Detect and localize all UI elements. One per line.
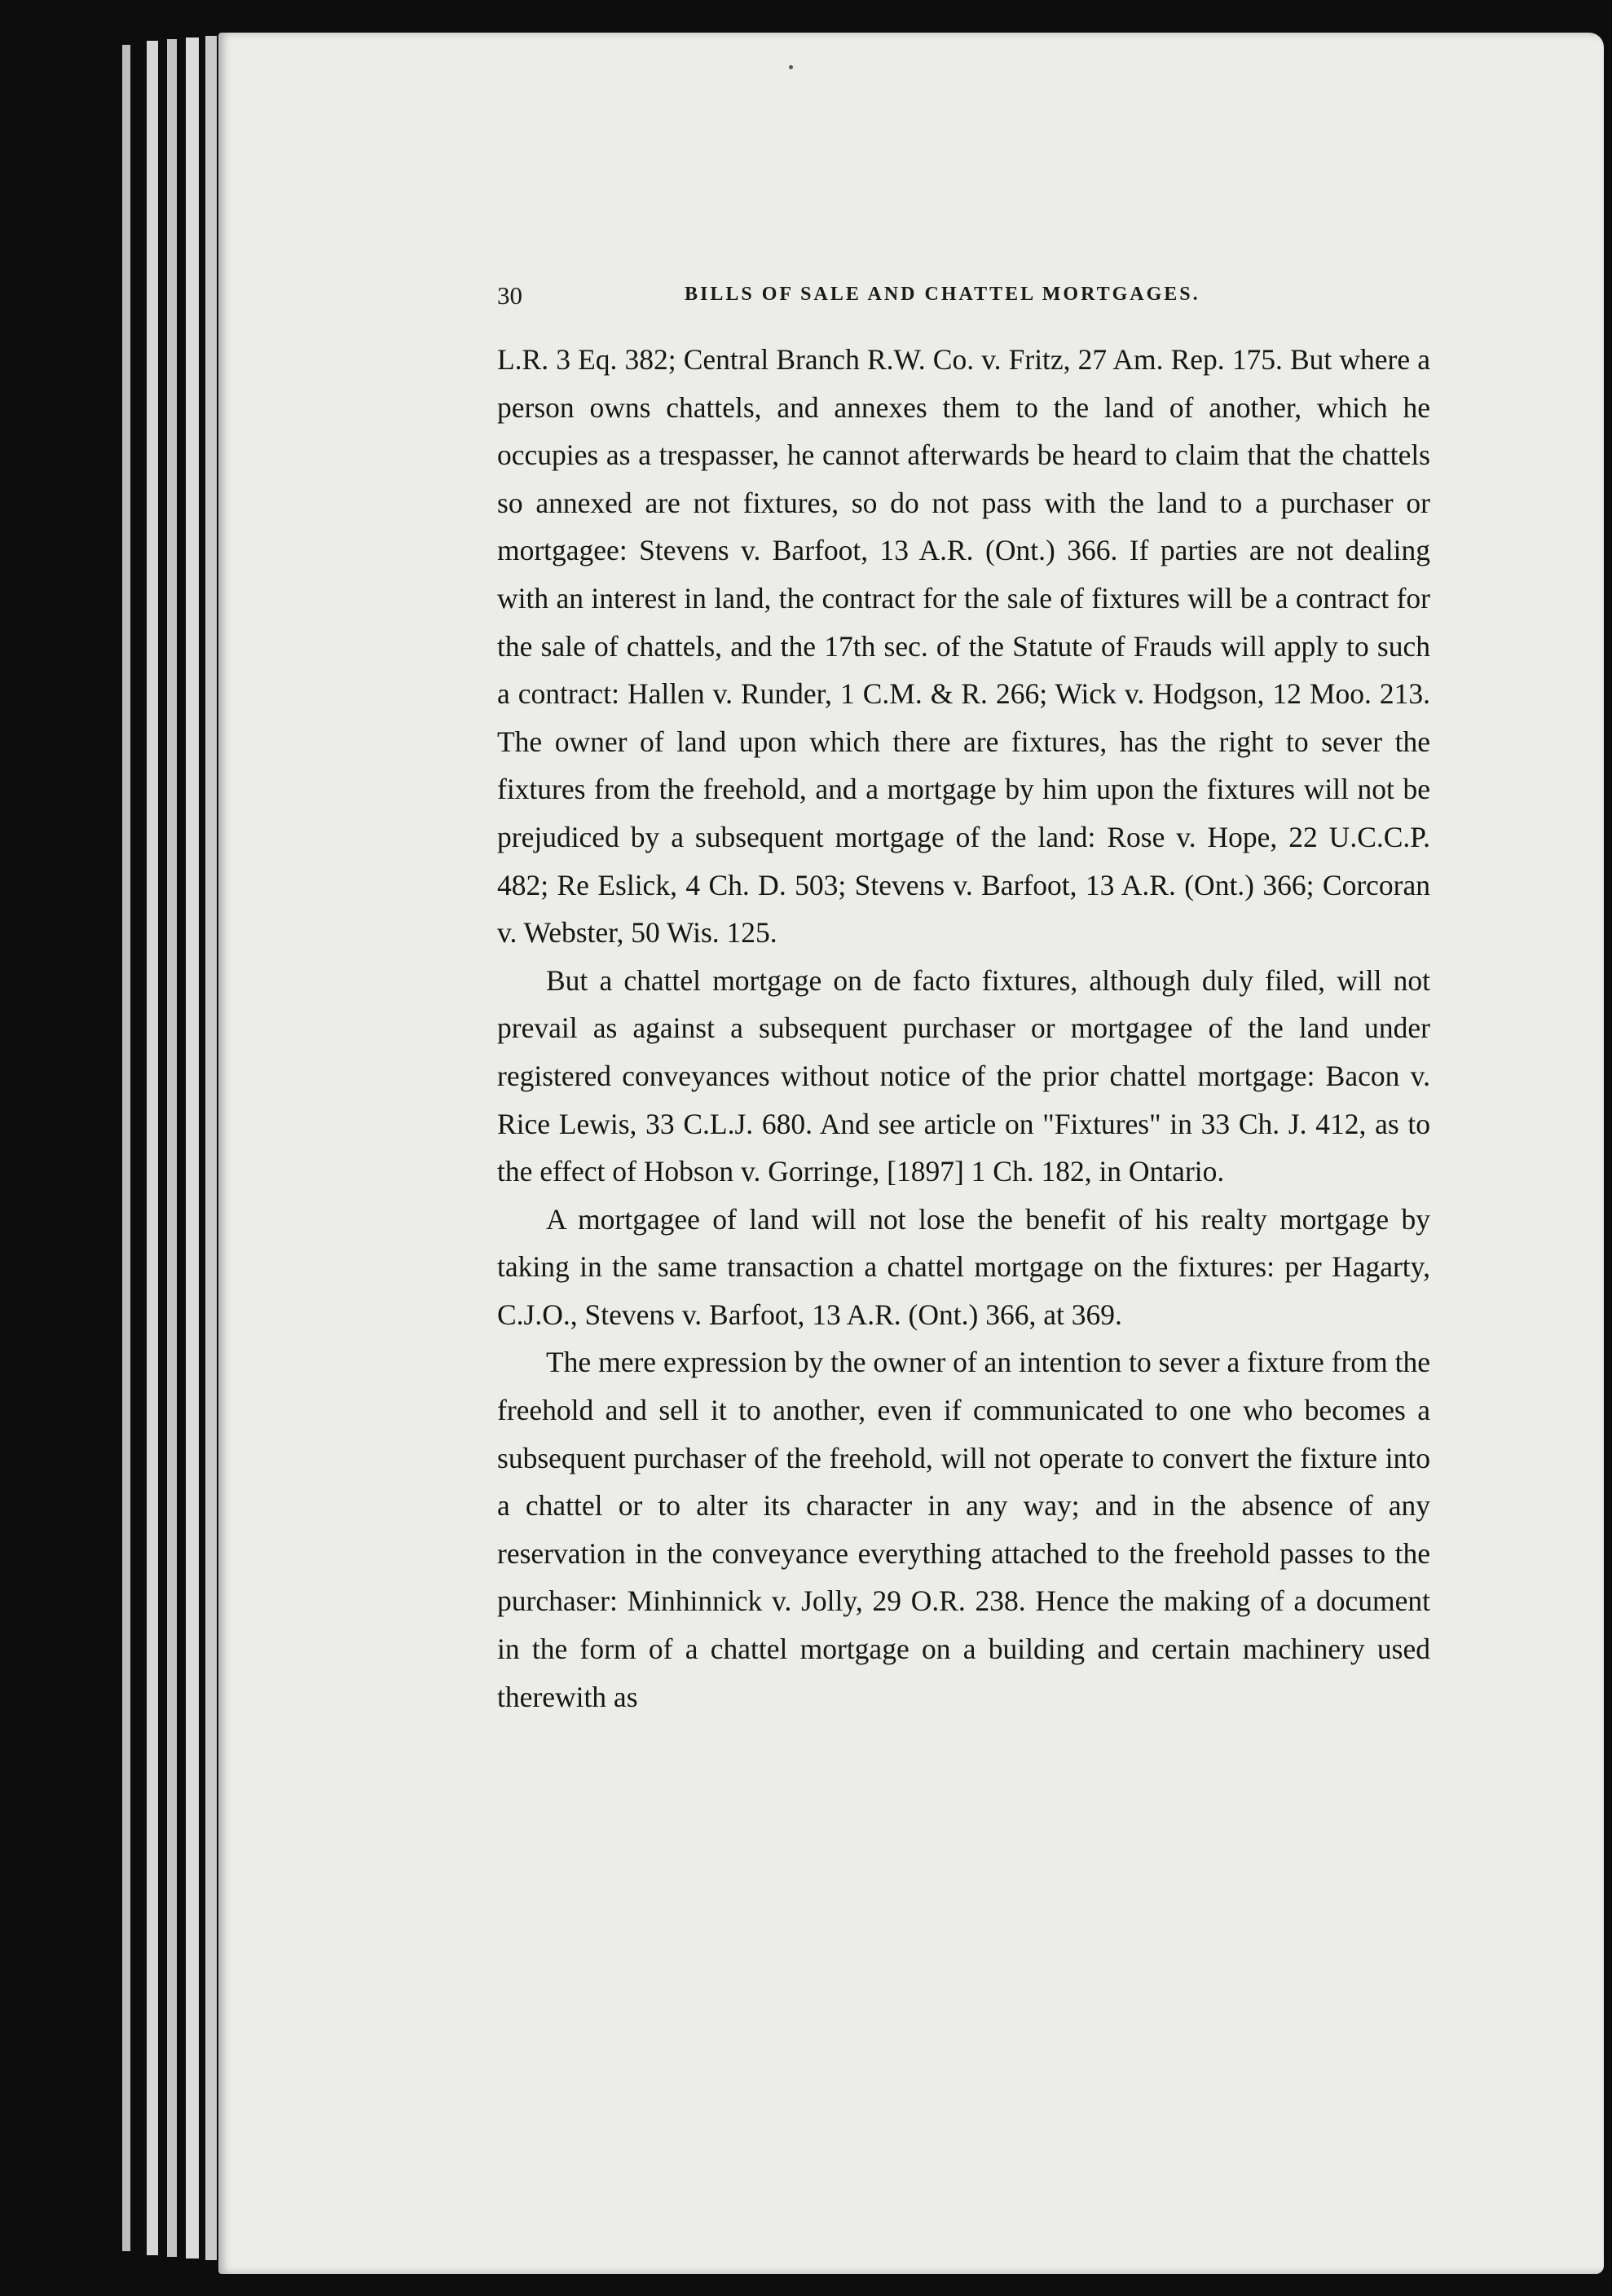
page-edge bbox=[147, 41, 158, 2255]
scan-speck bbox=[789, 65, 793, 69]
paragraph: The mere expression by the owner of an intention to sever a fixture from the freehold and sell it to another, even if communicated to one who becomes a subsequent purchaser of the freehold, will not operate to convert the fixture into a chattel or to alter its character in any way; and in the absence of any reservation in the conveyance everything attached to the freehold passes to the purchaser: Minhinnick v. Jolly, 29 O.R. 238. Hence the making of a document in the form of a chattel mortgage on a building and certain machinery used therewith as bbox=[497, 1346, 1430, 1713]
running-head: BILLS OF SALE AND CHATTEL MORTGAGES. bbox=[685, 284, 1200, 305]
page-number: 30 bbox=[497, 281, 522, 310]
body-text bbox=[497, 336, 1430, 1721]
paragraph: But a chattel mortgage on de facto fixtures, although duly filed, will not prevail as against a subsequent purchaser or mortgagee of the land under registered conveyances without notice of the prior chattel mortgage: Bacon v. Rice Lewis, 33 C.L.J. 680. And see article on "Fixtures" in 33 Ch. J. 412, as to the effect of Hobson v. Gorringe, [1897] 1 Ch. 182, in Ontario. bbox=[497, 963, 1430, 1188]
page-edge bbox=[167, 39, 177, 2257]
paragraph: L.R. 3 Eq. 382; Central Branch R.W. Co. v. Fritz, 27 Am. Rep. 175. But where a person owns chattels, and annexes them to the land of another, which he occupies as a trespasser, he cannot afterwards be heard to claim that the chattels so annexed are not fixtures, so do not pass with the land to a purchaser or mortgagee: Stevens v. Barfoot, 13 A.R. (Ont.) 366. If parties are not dealing with an interest in land, the contract for the sale of fixtures will be a contract for the sale of chattels, and the 17th sec. of the Statute of Frauds will apply to such a contract: Hallen v. Runder, 1 C.M. & R. 266; Wick v. Hodgson, 12 Moo. 213. The owner of land upon which there are fixtures, has the right to sever the fixtures from the freehold, and a mortgage by him upon the fixtures will not be prejudiced by a subsequent mortgage of the land: Rose v. Hope, 22 U.C.C.P. 482; Re Eslick, 4 Ch. D. 503; Stevens v. Barfoot, 13 A.R. (Ont.) 366; Corcoran v. Webster, 50 Wis. 125. bbox=[497, 343, 1430, 950]
page-edge bbox=[122, 45, 130, 2251]
page-edge bbox=[186, 37, 199, 2259]
page-edge bbox=[205, 36, 217, 2260]
paragraph: A mortgagee of land will not lose the benefit of his realty mortgage by taking in the same transaction a chattel mortgage on the fixtures: per Hagarty, C.J.O., Stevens v. Barfoot, 13 A.R. (Ont.) 366, at 369. bbox=[497, 1202, 1430, 1331]
